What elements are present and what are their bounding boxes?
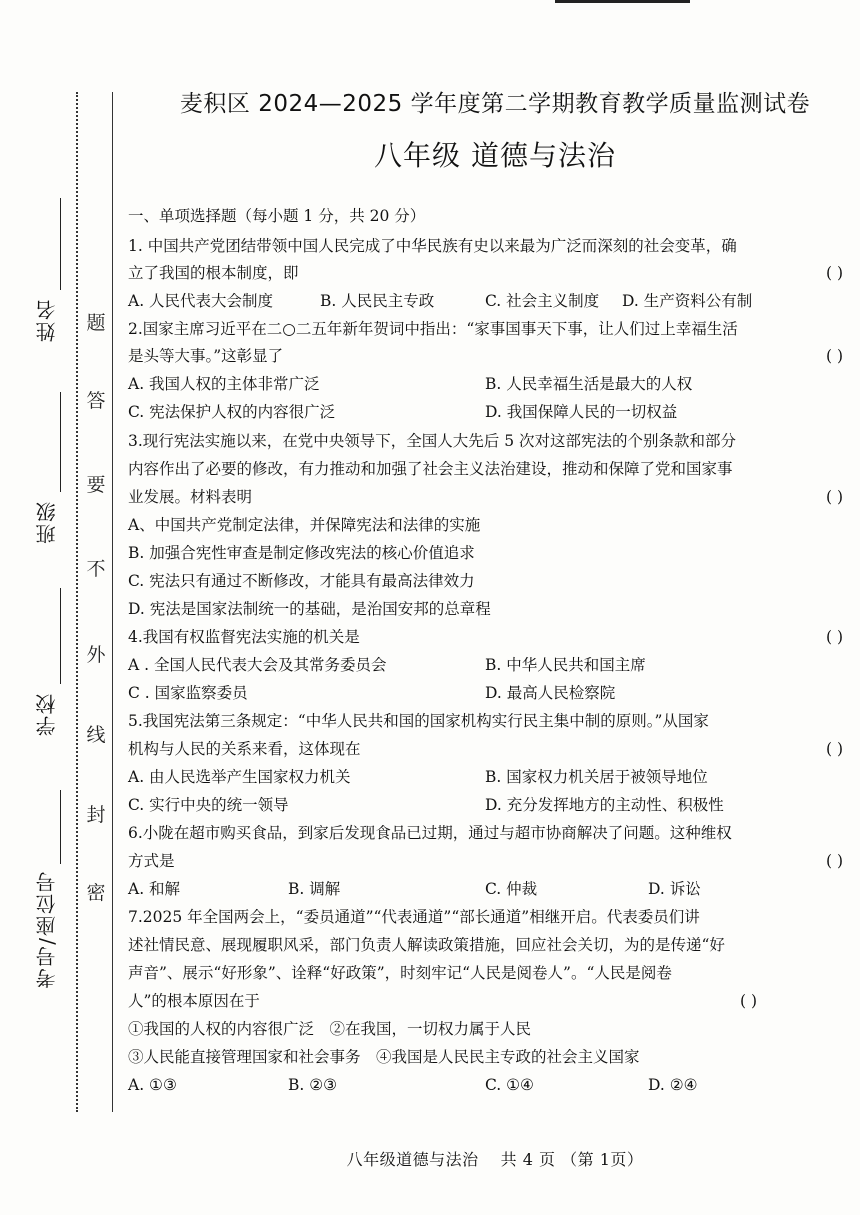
options-row	[128, 399, 843, 425]
question-text: 立了我国的根本制度，即	[128, 264, 299, 282]
option-a[interactable]: A. 我国人权的主体非常广泛	[128, 375, 320, 393]
option-d[interactable]: D. 生产资料公有制	[622, 292, 753, 310]
answer-blank[interactable]: ( )	[739, 992, 757, 1010]
options-row	[128, 680, 843, 706]
question-text-row	[128, 848, 843, 874]
question-text: 方式是	[128, 852, 175, 870]
option-c[interactable]: C. 实行中央的统一领导	[128, 796, 289, 814]
option-b[interactable]: B. 加强合宪性审查是制定修改宪法的核心价值追求	[128, 544, 475, 562]
top-rule	[555, 0, 690, 3]
question-text-row	[128, 736, 843, 762]
exam-subtitle: 八年级 道德与法治	[374, 139, 616, 172]
option-b[interactable]: B. ②③	[288, 1076, 338, 1094]
option-b[interactable]: B. 人民民主专政	[320, 292, 435, 310]
options-row	[128, 764, 843, 790]
option-d[interactable]: D. 最高人民检察院	[485, 684, 616, 702]
options-row	[128, 652, 843, 678]
option-a[interactable]: A . 全国人民代表大会及其常务委员会	[128, 656, 387, 674]
seal-char: 题	[86, 312, 106, 334]
question-text: 是头等大事。”这彰显了	[128, 347, 284, 365]
question-text: 3.现行宪法实施以来，在党中央领导下，全国人大先后 5 次对这部宪法的个别条款和部分	[128, 432, 737, 450]
option-a[interactable]: A. 人民代表大会制度	[128, 292, 274, 310]
name-field-line[interactable]	[60, 198, 61, 290]
answer-blank[interactable]: ( )	[825, 264, 843, 282]
option-a[interactable]: A. 由人民选举产生国家权力机关	[128, 768, 351, 786]
option-d[interactable]: D. 宪法是国家法制统一的基础，是治国安邦的总章程	[128, 600, 491, 618]
seal-char: 封	[86, 804, 106, 826]
class-field-label: 班级	[35, 500, 59, 544]
seal-char: 要	[86, 474, 106, 496]
options-row	[128, 876, 843, 902]
answer-blank[interactable]: ( )	[825, 488, 843, 506]
answer-blank[interactable]: ( )	[825, 740, 843, 758]
option-b[interactable]: B. 调解	[288, 880, 341, 898]
seal-char: 答	[86, 390, 106, 412]
seal-char: 密	[86, 882, 106, 904]
exam-title: 麦积区 2024—2025 学年度第二学期教育教学质量监测试卷	[179, 91, 811, 117]
option-c[interactable]: C . 国家监察委员	[128, 684, 248, 702]
answer-blank[interactable]: ( )	[825, 852, 843, 870]
option-c[interactable]: C. ①④	[485, 1076, 534, 1094]
option-b[interactable]: B. 人民幸福生活是最大的人权	[485, 375, 693, 393]
options-row	[128, 792, 843, 818]
statement-row: ③人民能直接管理国家和社会事务 ④我国是人民民主专政的社会主义国家	[128, 1048, 640, 1066]
binding-dotted-line	[76, 92, 78, 1112]
seat-number-field-label: 考号/座位号	[35, 870, 59, 989]
binding-solid-line	[112, 92, 113, 1112]
question-text: 2.国家主席习近平在二○二五年新年贺词中指出：“家事国事天下事，让人们过上幸福生活	[128, 320, 738, 338]
section-heading: 一、单项选择题（每小题 1 分，共 20 分）	[128, 207, 426, 225]
answer-blank[interactable]: ( )	[825, 347, 843, 365]
question-text-row	[128, 988, 843, 1014]
question-text-row	[128, 260, 843, 286]
options-row	[128, 371, 843, 397]
option-c[interactable]: C. 社会主义制度	[485, 292, 600, 310]
seal-char: 外	[86, 644, 106, 666]
question-text-row	[128, 484, 843, 510]
seat-number-field-line[interactable]	[60, 790, 61, 864]
question-text: 7.2025 年全国两会上，“委员通道”“代表通道”“部长通道”相继开启。代表委员们讲	[128, 908, 700, 926]
question-text: 述社情民意、展现履职风采，部门负责人解读政策措施，回应社会关切，为的是传递“好	[128, 936, 725, 954]
question-text: 业发展。材料表明	[128, 488, 253, 506]
options-row	[128, 1072, 843, 1098]
option-b[interactable]: B. 中华人民共和国主席	[485, 656, 646, 674]
option-d[interactable]: D. ②④	[648, 1076, 698, 1094]
option-c[interactable]: C. 宪法只有通过不断修改，才能具有最高法律效力	[128, 572, 475, 590]
question-text: 机构与人民的关系来看，这体现在	[128, 740, 361, 758]
question-text: 1. 中国共产党团结带领中国人民完成了中华民族有史以来最为广泛而深刻的社会变革，确	[128, 237, 737, 255]
option-a[interactable]: A. ①③	[128, 1076, 177, 1094]
option-d[interactable]: D. 我国保障人民的一切权益	[485, 403, 678, 421]
question-text: 人”的根本原因在于	[128, 992, 260, 1010]
class-field-line[interactable]	[60, 392, 61, 492]
name-field-label: 姓名	[35, 298, 59, 342]
option-a[interactable]: A. 和解	[128, 880, 181, 898]
school-field-line[interactable]	[60, 588, 61, 684]
question-text-row	[128, 343, 843, 369]
option-a[interactable]: A、中国共产党制定法律，并保障宪法和法律的实施	[128, 516, 481, 534]
option-c[interactable]: C. 宪法保护人权的内容很广泛	[128, 403, 336, 421]
seal-char: 线	[86, 724, 106, 746]
options-row	[128, 288, 843, 314]
option-c[interactable]: C. 仲裁	[485, 880, 538, 898]
school-field-label: 学校	[35, 692, 59, 736]
answer-blank[interactable]: ( )	[825, 628, 843, 646]
option-d[interactable]: D. 诉讼	[648, 880, 701, 898]
question-text: 6.小陇在超市购买食品，到家后发现食品已过期，通过与超市协商解决了问题。这种维权	[128, 824, 732, 842]
statement-row: ①我国的人权的内容很广泛 ②在我国，一切权力属于人民	[128, 1020, 532, 1038]
question-text: 声音”、展示“好形象”、诠释“好政策”，时刻牢记“人民是阅卷人”。“人民是阅卷	[128, 964, 672, 982]
question-text-row	[128, 624, 843, 650]
question-text: 4.我国有权监督宪法实施的机关是	[128, 628, 360, 646]
question-text: 5.我国宪法第三条规定：“中华人民共和国的国家机构实行民主集中制的原则。”从国家	[128, 712, 709, 730]
option-d[interactable]: D. 充分发挥地方的主动性、积极性	[485, 796, 724, 814]
question-text: 内容作出了必要的修改，有力推动和加强了社会主义法治建设，推动和保障了党和国家事	[128, 460, 733, 478]
option-b[interactable]: B. 国家权力机关居于被领导地位	[485, 768, 708, 786]
page-footer: 八年级道德与法治 共 4 页 （第 1页）	[346, 1150, 644, 1169]
seal-char: 不	[86, 558, 106, 580]
